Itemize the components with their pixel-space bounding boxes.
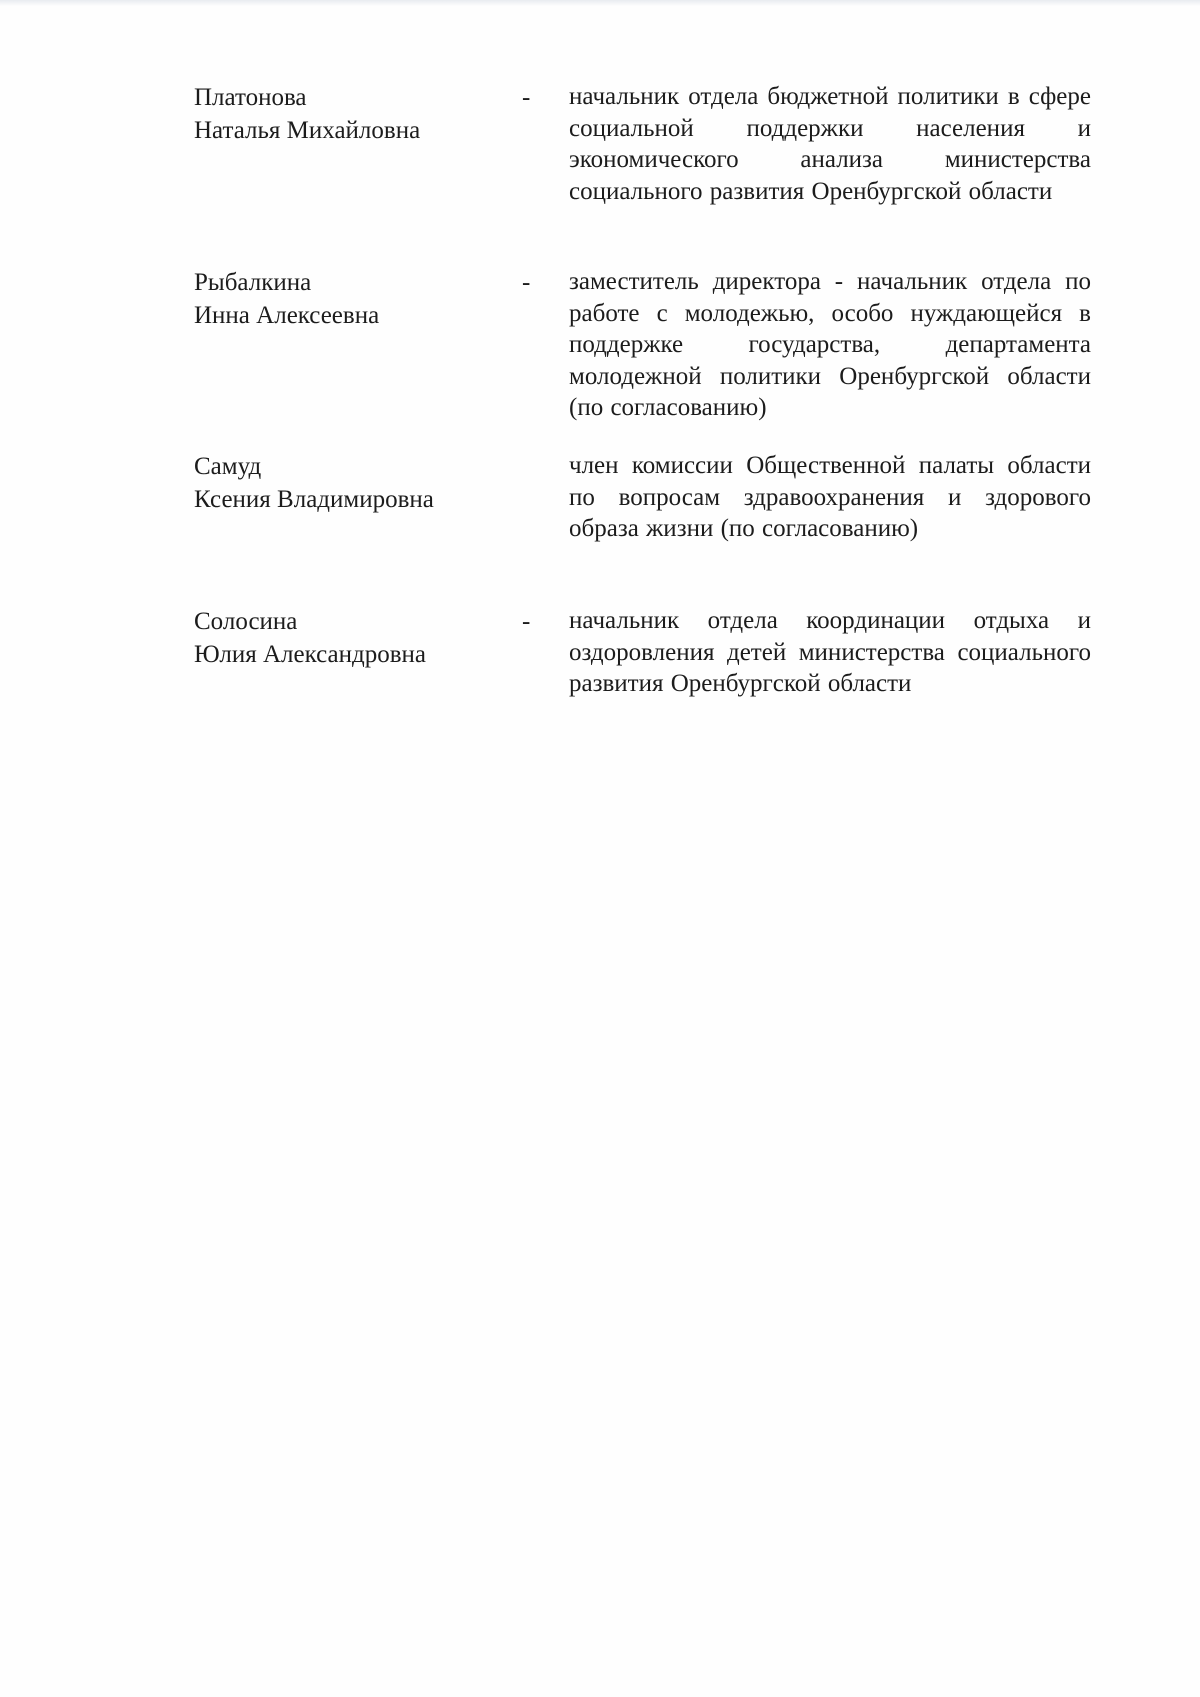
separator-dash: - bbox=[522, 269, 531, 296]
member-given-names: Инна Алексеевна bbox=[194, 302, 380, 329]
member-surname: Самуд bbox=[194, 453, 262, 480]
member-surname: Рыбалкина bbox=[194, 269, 312, 296]
member-position: член комиссии Общественной палаты области по вопросам здравоохранения и здорового образа жизни (по согласованию) bbox=[569, 452, 1091, 542]
scan-edge bbox=[0, 0, 1200, 6]
member-position: заместитель директора - начальник отдела по работе с молодежью, особо нуждающейся в поддержке государства, департамента молодежной политики Оренбургской области (по согласованию) bbox=[569, 268, 1091, 421]
member-position: начальник отдела бюджетной политики в сфере социальной поддержки населения и экономического анализа министерства социального развития Оренбургской области bbox=[569, 83, 1091, 205]
member-surname: Платонова bbox=[194, 84, 307, 111]
member-name bbox=[194, 81, 524, 147]
member-name bbox=[194, 266, 524, 332]
member-given-names: Наталья Михайловна bbox=[194, 117, 421, 144]
member-given-names: Ксения Владимировна bbox=[194, 486, 434, 513]
separator-dash: - bbox=[522, 608, 531, 635]
separator-dash: - bbox=[522, 84, 531, 111]
member-surname: Солосина bbox=[194, 608, 298, 635]
member-given-names: Юлия Александровна bbox=[194, 641, 426, 668]
member-name bbox=[194, 450, 524, 516]
member-name bbox=[194, 605, 524, 671]
member-position: начальник отдела координации отдыха и оздоровления детей министерства социального развития Оренбургской области bbox=[569, 607, 1091, 697]
